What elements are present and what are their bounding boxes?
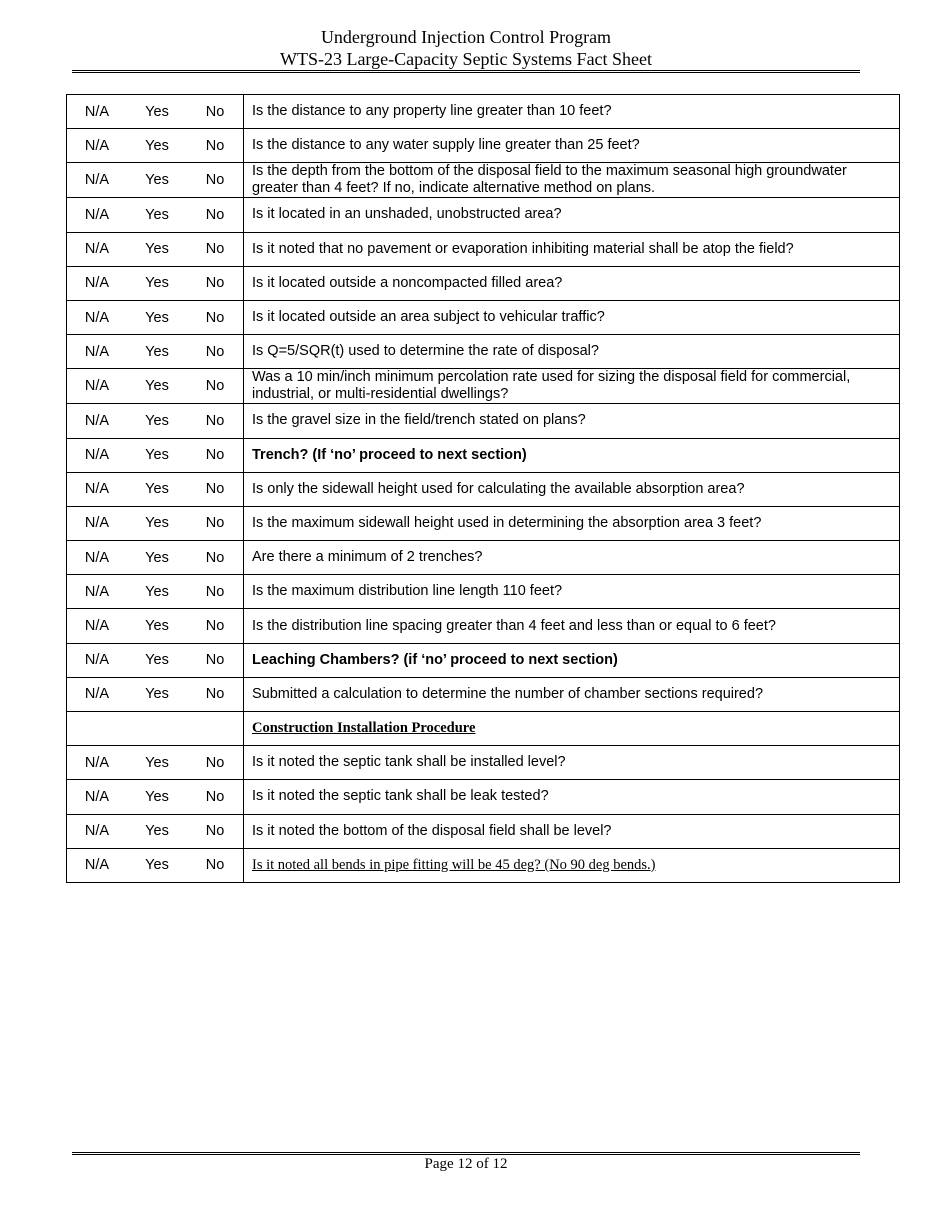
question-text: Is the depth from the bottom of the disposal field to the maximum seasonal high groundwater greater than 4 feet? If no, indicate alternative method on plans. [244,163,900,198]
question-text: Is it located outside an area subject to vehicular traffic? [244,300,900,334]
table-row [67,369,900,404]
no-option[interactable]: No [187,541,244,575]
section-heading: Construction Installation Procedure [244,712,900,746]
na-option[interactable]: N/A [67,404,128,438]
yes-option[interactable]: Yes [127,643,187,677]
question-text: Is the maximum sidewall height used in determining the absorption area 3 feet? [244,506,900,540]
no-option[interactable]: No [187,746,244,780]
yes-option[interactable]: Yes [127,163,187,198]
table-row [67,575,900,609]
na-option[interactable]: N/A [67,232,128,266]
yes-option[interactable]: Yes [127,814,187,848]
na-option[interactable]: N/A [67,369,128,404]
no-option[interactable]: No [187,300,244,334]
no-option[interactable]: No [187,780,244,814]
question-text: Is the maximum distribution line length 110 feet? [244,575,900,609]
no-option[interactable]: No [187,814,244,848]
yes-option[interactable]: Yes [127,129,187,163]
yes-option[interactable]: Yes [127,746,187,780]
no-option[interactable]: No [187,575,244,609]
na-option[interactable]: N/A [67,129,128,163]
question-text: Is Q=5/SQR(t) used to determine the rate of disposal? [244,335,900,369]
no-option[interactable]: No [187,369,244,404]
table-row [67,712,900,746]
na-option[interactable]: N/A [67,438,128,472]
yes-option[interactable]: Yes [127,266,187,300]
question-text: Is it noted the bottom of the disposal field shall be level? [244,814,900,848]
checklist-table [66,94,900,883]
yes-option[interactable]: Yes [127,95,187,129]
no-option[interactable]: No [187,266,244,300]
question-text: Are there a minimum of 2 trenches? [244,541,900,575]
question-text: Is the gravel size in the field/trench stated on plans? [244,404,900,438]
empty-cell [187,712,244,746]
table-row [67,300,900,334]
no-option[interactable]: No [187,472,244,506]
table-row [67,472,900,506]
no-option[interactable]: No [187,506,244,540]
no-option[interactable]: No [187,438,244,472]
question-text: Is it noted all bends in pipe fitting will be 45 deg? (No 90 deg bends.) [244,848,900,882]
yes-option[interactable]: Yes [127,198,187,232]
no-option[interactable]: No [187,643,244,677]
table-row [67,404,900,438]
table-row [67,506,900,540]
header-document-title: WTS-23 Large-Capacity Septic Systems Fact Sheet [279,49,653,69]
table-row [67,677,900,711]
na-option[interactable]: N/A [67,609,128,643]
section-question-leaching-chambers: Leaching Chambers? (if ‘no’ proceed to next section) [244,643,900,677]
table-row [67,335,900,369]
table-row [67,746,900,780]
table-row [67,95,900,129]
yes-option[interactable]: Yes [127,404,187,438]
no-option[interactable]: No [187,335,244,369]
question-text: Is it noted that no pavement or evaporation inhibiting material shall be atop the field? [244,232,900,266]
na-option[interactable]: N/A [67,198,128,232]
no-option[interactable]: No [187,677,244,711]
no-option[interactable]: No [187,404,244,438]
no-option[interactable]: No [187,848,244,882]
question-text: Is the distance to any water supply line greater than 25 feet? [244,129,900,163]
yes-option[interactable]: Yes [127,575,187,609]
question-text: Is it noted the septic tank shall be installed level? [244,746,900,780]
table-row [67,643,900,677]
na-option[interactable]: N/A [67,746,128,780]
na-option[interactable]: N/A [67,643,128,677]
na-option[interactable]: N/A [67,95,128,129]
yes-option[interactable]: Yes [127,438,187,472]
no-option[interactable]: No [187,198,244,232]
question-text: Is it located outside a noncompacted filled area? [244,266,900,300]
table-row [67,780,900,814]
na-option[interactable]: N/A [67,541,128,575]
yes-option[interactable]: Yes [127,300,187,334]
empty-cell [127,712,187,746]
table-row [67,232,900,266]
no-option[interactable]: No [187,95,244,129]
table-row [67,609,900,643]
table-row [67,129,900,163]
yes-option[interactable]: Yes [127,609,187,643]
question-text: Submitted a calculation to determine the number of chamber sections required? [244,677,900,711]
na-option[interactable]: N/A [67,848,128,882]
yes-option[interactable]: Yes [127,232,187,266]
yes-option[interactable]: Yes [127,369,187,404]
question-text: Is it located in an unshaded, unobstructed area? [244,198,900,232]
yes-option[interactable]: Yes [127,335,187,369]
table-row [67,541,900,575]
yes-option[interactable]: Yes [127,780,187,814]
na-option[interactable]: N/A [67,266,128,300]
na-option[interactable]: N/A [67,472,128,506]
no-option[interactable]: No [187,129,244,163]
table-row [67,266,900,300]
table-row [67,163,900,198]
page-header [72,26,860,70]
header-program-title: Underground Injection Control Program [320,27,612,47]
yes-option[interactable]: Yes [127,472,187,506]
footer-divider [72,1152,860,1155]
na-option[interactable]: N/A [67,335,128,369]
table-row [67,848,900,882]
na-option[interactable]: N/A [67,575,128,609]
question-text: Is the distribution line spacing greater than 4 feet and less than or equal to 6 feet? [244,609,900,643]
na-option[interactable]: N/A [67,300,128,334]
header-divider [72,70,860,73]
yes-option[interactable]: Yes [127,541,187,575]
na-option[interactable]: N/A [67,780,128,814]
na-option[interactable]: N/A [67,814,128,848]
table-row [67,198,900,232]
question-text: Is it noted the septic tank shall be leak tested? [244,780,900,814]
section-question-trench: Trench? (If ‘no’ proceed to next section) [244,438,900,472]
table-row [67,814,900,848]
yes-option[interactable]: Yes [127,677,187,711]
table-row [67,438,900,472]
na-option[interactable]: N/A [67,506,128,540]
no-option[interactable]: No [187,163,244,198]
na-option[interactable]: N/A [67,163,128,198]
no-option[interactable]: No [187,609,244,643]
question-text: Was a 10 min/inch minimum percolation rate used for sizing the disposal field for commercial, industrial, or multi-residential dwellings? [244,369,900,404]
question-text: Is the distance to any property line greater than 10 feet? [244,95,900,129]
question-text: Is only the sidewall height used for calculating the available absorption area? [244,472,900,506]
empty-cell [67,712,128,746]
no-option[interactable]: No [187,232,244,266]
page-number: Page 12 of 12 [424,1156,508,1172]
yes-option[interactable]: Yes [127,848,187,882]
yes-option[interactable]: Yes [127,506,187,540]
na-option[interactable]: N/A [67,677,128,711]
